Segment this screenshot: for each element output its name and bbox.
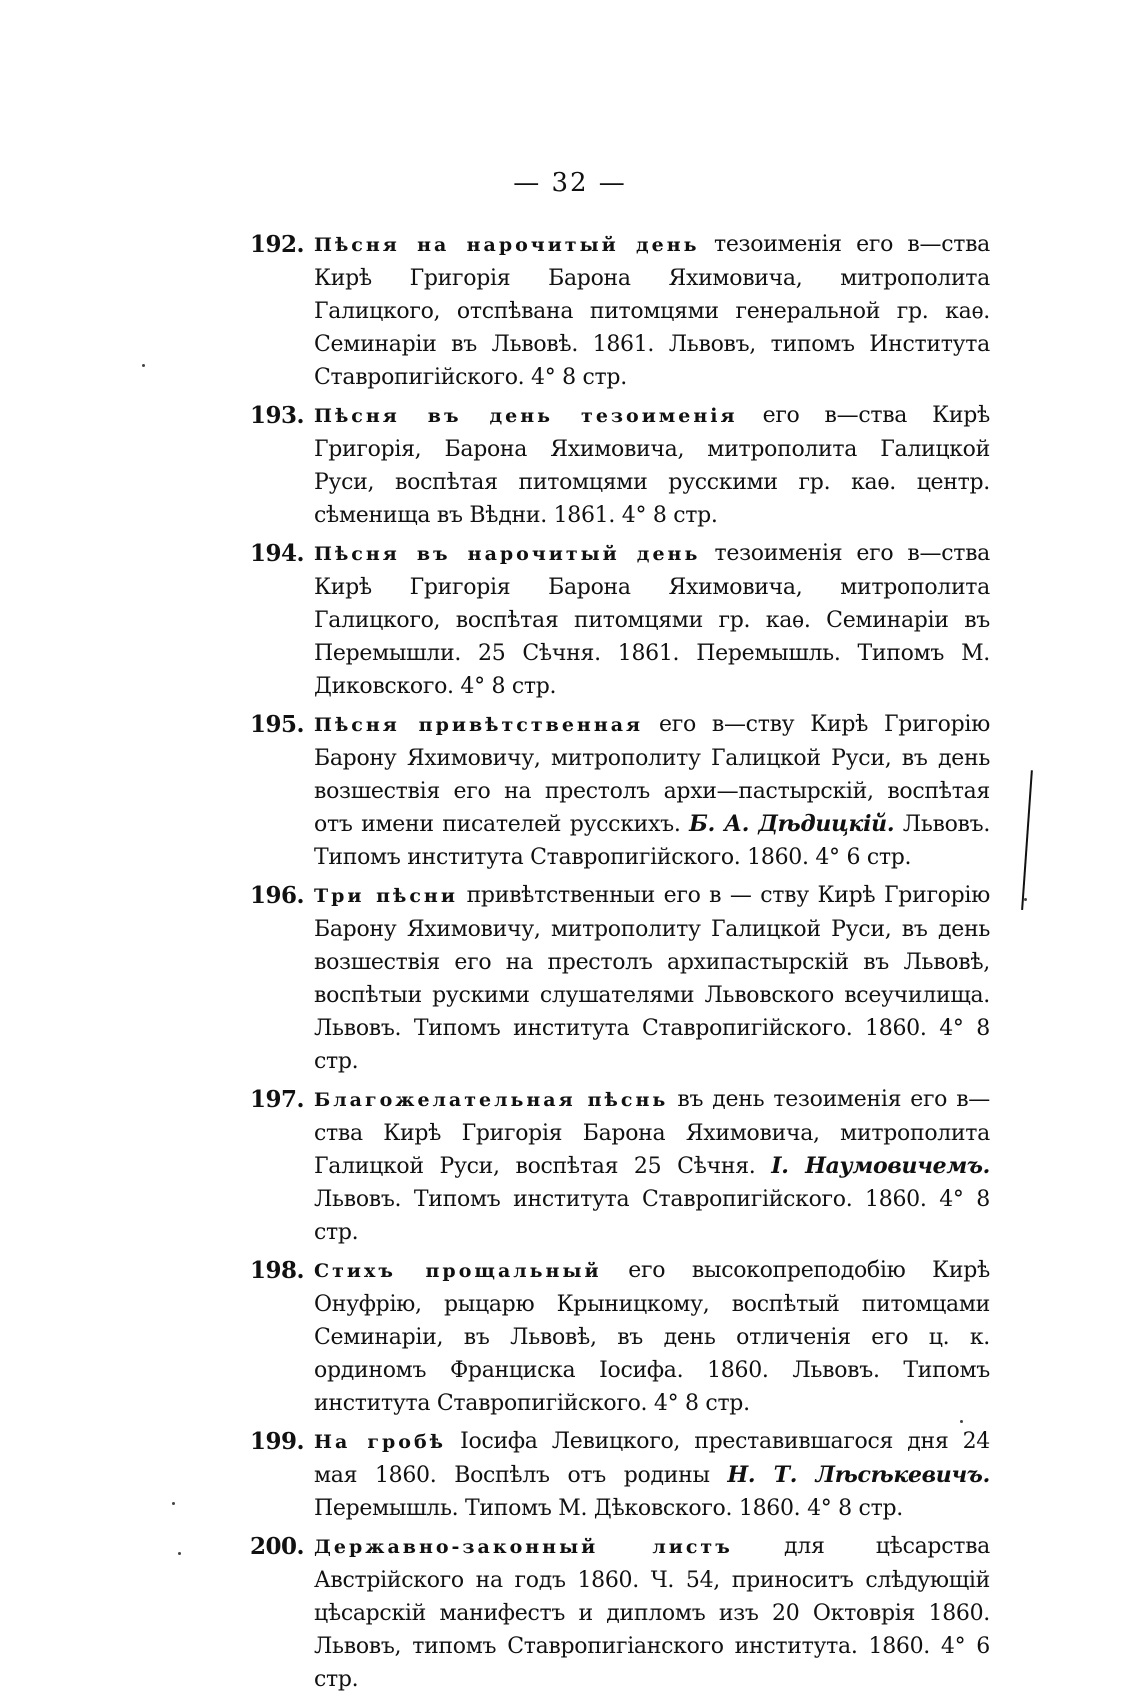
entry-number: 198. xyxy=(250,1257,305,1284)
entry-author: Н. Т. Лѣсѣкевичъ. xyxy=(727,1462,990,1488)
scan-speck xyxy=(178,1552,181,1555)
entry-number: 200. xyxy=(250,1533,305,1560)
entry-197 xyxy=(250,1083,990,1249)
entry-body: его в—ства Кирѣ Григорія, Барона Яхимовича, митрополита Галицкой Руси, воспѣтая питомцями русскими гр. каѳ. центр. сѣменища въ Вѣдни. 1861. 4° 8 стр. xyxy=(314,403,991,528)
scan-speck xyxy=(1024,898,1027,901)
entry-195 xyxy=(250,708,990,874)
scan-speck xyxy=(960,1420,963,1423)
entry-number: 193. xyxy=(250,402,305,429)
entry-text xyxy=(314,879,990,1078)
entry-lead: На гробѣ xyxy=(314,1431,446,1453)
entry-text xyxy=(314,1083,990,1249)
entry-lead: Пѣсня на нарочитый день xyxy=(314,234,700,256)
entry-text xyxy=(314,1254,990,1420)
margin-pencil-mark xyxy=(1017,770,1033,910)
entry-lead: Пѣсня въ день тезоименія xyxy=(314,405,738,427)
entry-number: 197. xyxy=(250,1086,305,1113)
entry-body: привѣтственныи его в — ству Кирѣ Григорію Барону Яхимовичу, митрополиту Галицкой Руси, въ день возшествія его на престолъ архипастырскій въ Львовѣ, воспѣтыи рускими слушателями Львовского всеучилища. Львовъ. Типомъ института Ставропигійского. 1860. 4° 8 стр. xyxy=(314,883,990,1074)
entry-194 xyxy=(250,537,990,703)
entry-number: 196. xyxy=(250,882,305,909)
entry-lead: Стихъ прощальный xyxy=(314,1260,602,1282)
entry-text xyxy=(314,1530,990,1696)
entry-body: его высокопреподобію Кирѣ Онуфрію, рыцарю Крыницкому, воспѣтый питомцами Семинаріи, въ Львовѣ, въ день отличенія его ц. к. ординомъ Франциска Іосифа. 1860. Львовъ. Типомъ института Ставропигійского. 4° 8 стр. xyxy=(314,1258,990,1416)
entry-193 xyxy=(250,399,990,532)
entry-body: тезоименія его в—ства Кирѣ Григорія Барона Яхимовича, митрополита Галицкого, воспѣтая питомцями гр. каѳ. Семинаріи въ Перемышли. 25 Сѣчня. 1861. Перемышль. Типомъ М. Диковского. 4° 8 стр. xyxy=(314,541,990,699)
entry-body-end: Перемышль. Типомъ М. Дѣковского. 1860. 4° 8 стр. xyxy=(314,1496,903,1521)
entry-192 xyxy=(250,228,990,394)
entry-body: въ день тезоименія его в—ства Кирѣ Григорія Барона Яхимовича, митрополита Галицкой Руси, воспѣтая 25 Сѣчня. xyxy=(314,1087,990,1179)
entry-lead: Три пѣсни xyxy=(314,885,458,907)
entry-body: Іосифа Левицкого, преставившагося дня 24 мая 1860. Воспѣлъ отъ родины xyxy=(314,1429,990,1488)
entry-199 xyxy=(250,1425,990,1525)
entry-lead: Благожелательная пѣснь xyxy=(314,1089,669,1111)
entry-text xyxy=(314,399,990,532)
scan-speck xyxy=(142,364,145,367)
entry-body: его в—ству Кирѣ Григорію Барону Яхимовичу, митрополиту Галицкой Руси, въ день возшествія его на престолъ архи—пастырскій, воспѣтая отъ имени писателей русскихъ. xyxy=(314,712,991,837)
bibliography-list xyxy=(250,228,990,1701)
scan-speck xyxy=(172,1502,175,1505)
entry-body: тезоименія его в—ства Кирѣ Григорія Барона Яхимовича, митрополита Галицкого, отспѣвана питомцями генеральной гр. каѳ. Семинаріи въ Львовѣ. 1861. Львовъ, типомъ Института Ставропигійского. 4° 8 стр. xyxy=(314,232,990,390)
entry-196 xyxy=(250,879,990,1078)
entry-number: 199. xyxy=(250,1428,305,1455)
entry-body: для цѣсарства Австрійского на годъ 1860. Ч. 54, приноситъ слѣдующій цѣсарскій манифестъ и дипломъ изъ 20 Октоврія 1860. Львовъ, типомъ Ставропигіанского института. 1860. 4° 6 стр. xyxy=(314,1534,990,1692)
page-number: — 32 — xyxy=(513,168,627,198)
entry-lead: Державно-законный листъ xyxy=(314,1536,733,1558)
entry-text xyxy=(314,708,990,874)
entry-body-end: Львовъ. Типомъ института Ставропигійского. 1860. 4° 6 стр. xyxy=(314,812,991,870)
entry-text xyxy=(314,228,990,394)
entry-body-end: Львовъ. Типомъ института Ставропигійского. 1860. 4° 8 стр. xyxy=(314,1187,990,1245)
entry-author: Б. А. Дѣдицкій. xyxy=(689,811,895,837)
entry-text xyxy=(314,537,990,703)
entry-number: 194. xyxy=(250,540,305,567)
entry-200 xyxy=(250,1530,990,1696)
entry-lead: Пѣсня привѣтственная xyxy=(314,714,644,736)
entry-number: 192. xyxy=(250,231,305,258)
entry-lead: Пѣсня въ нарочитый день xyxy=(314,543,701,565)
entry-text xyxy=(314,1425,990,1525)
entry-198 xyxy=(250,1254,990,1420)
entry-number: 195. xyxy=(250,711,305,738)
entry-author: І. Наумовичемъ. xyxy=(771,1153,991,1179)
